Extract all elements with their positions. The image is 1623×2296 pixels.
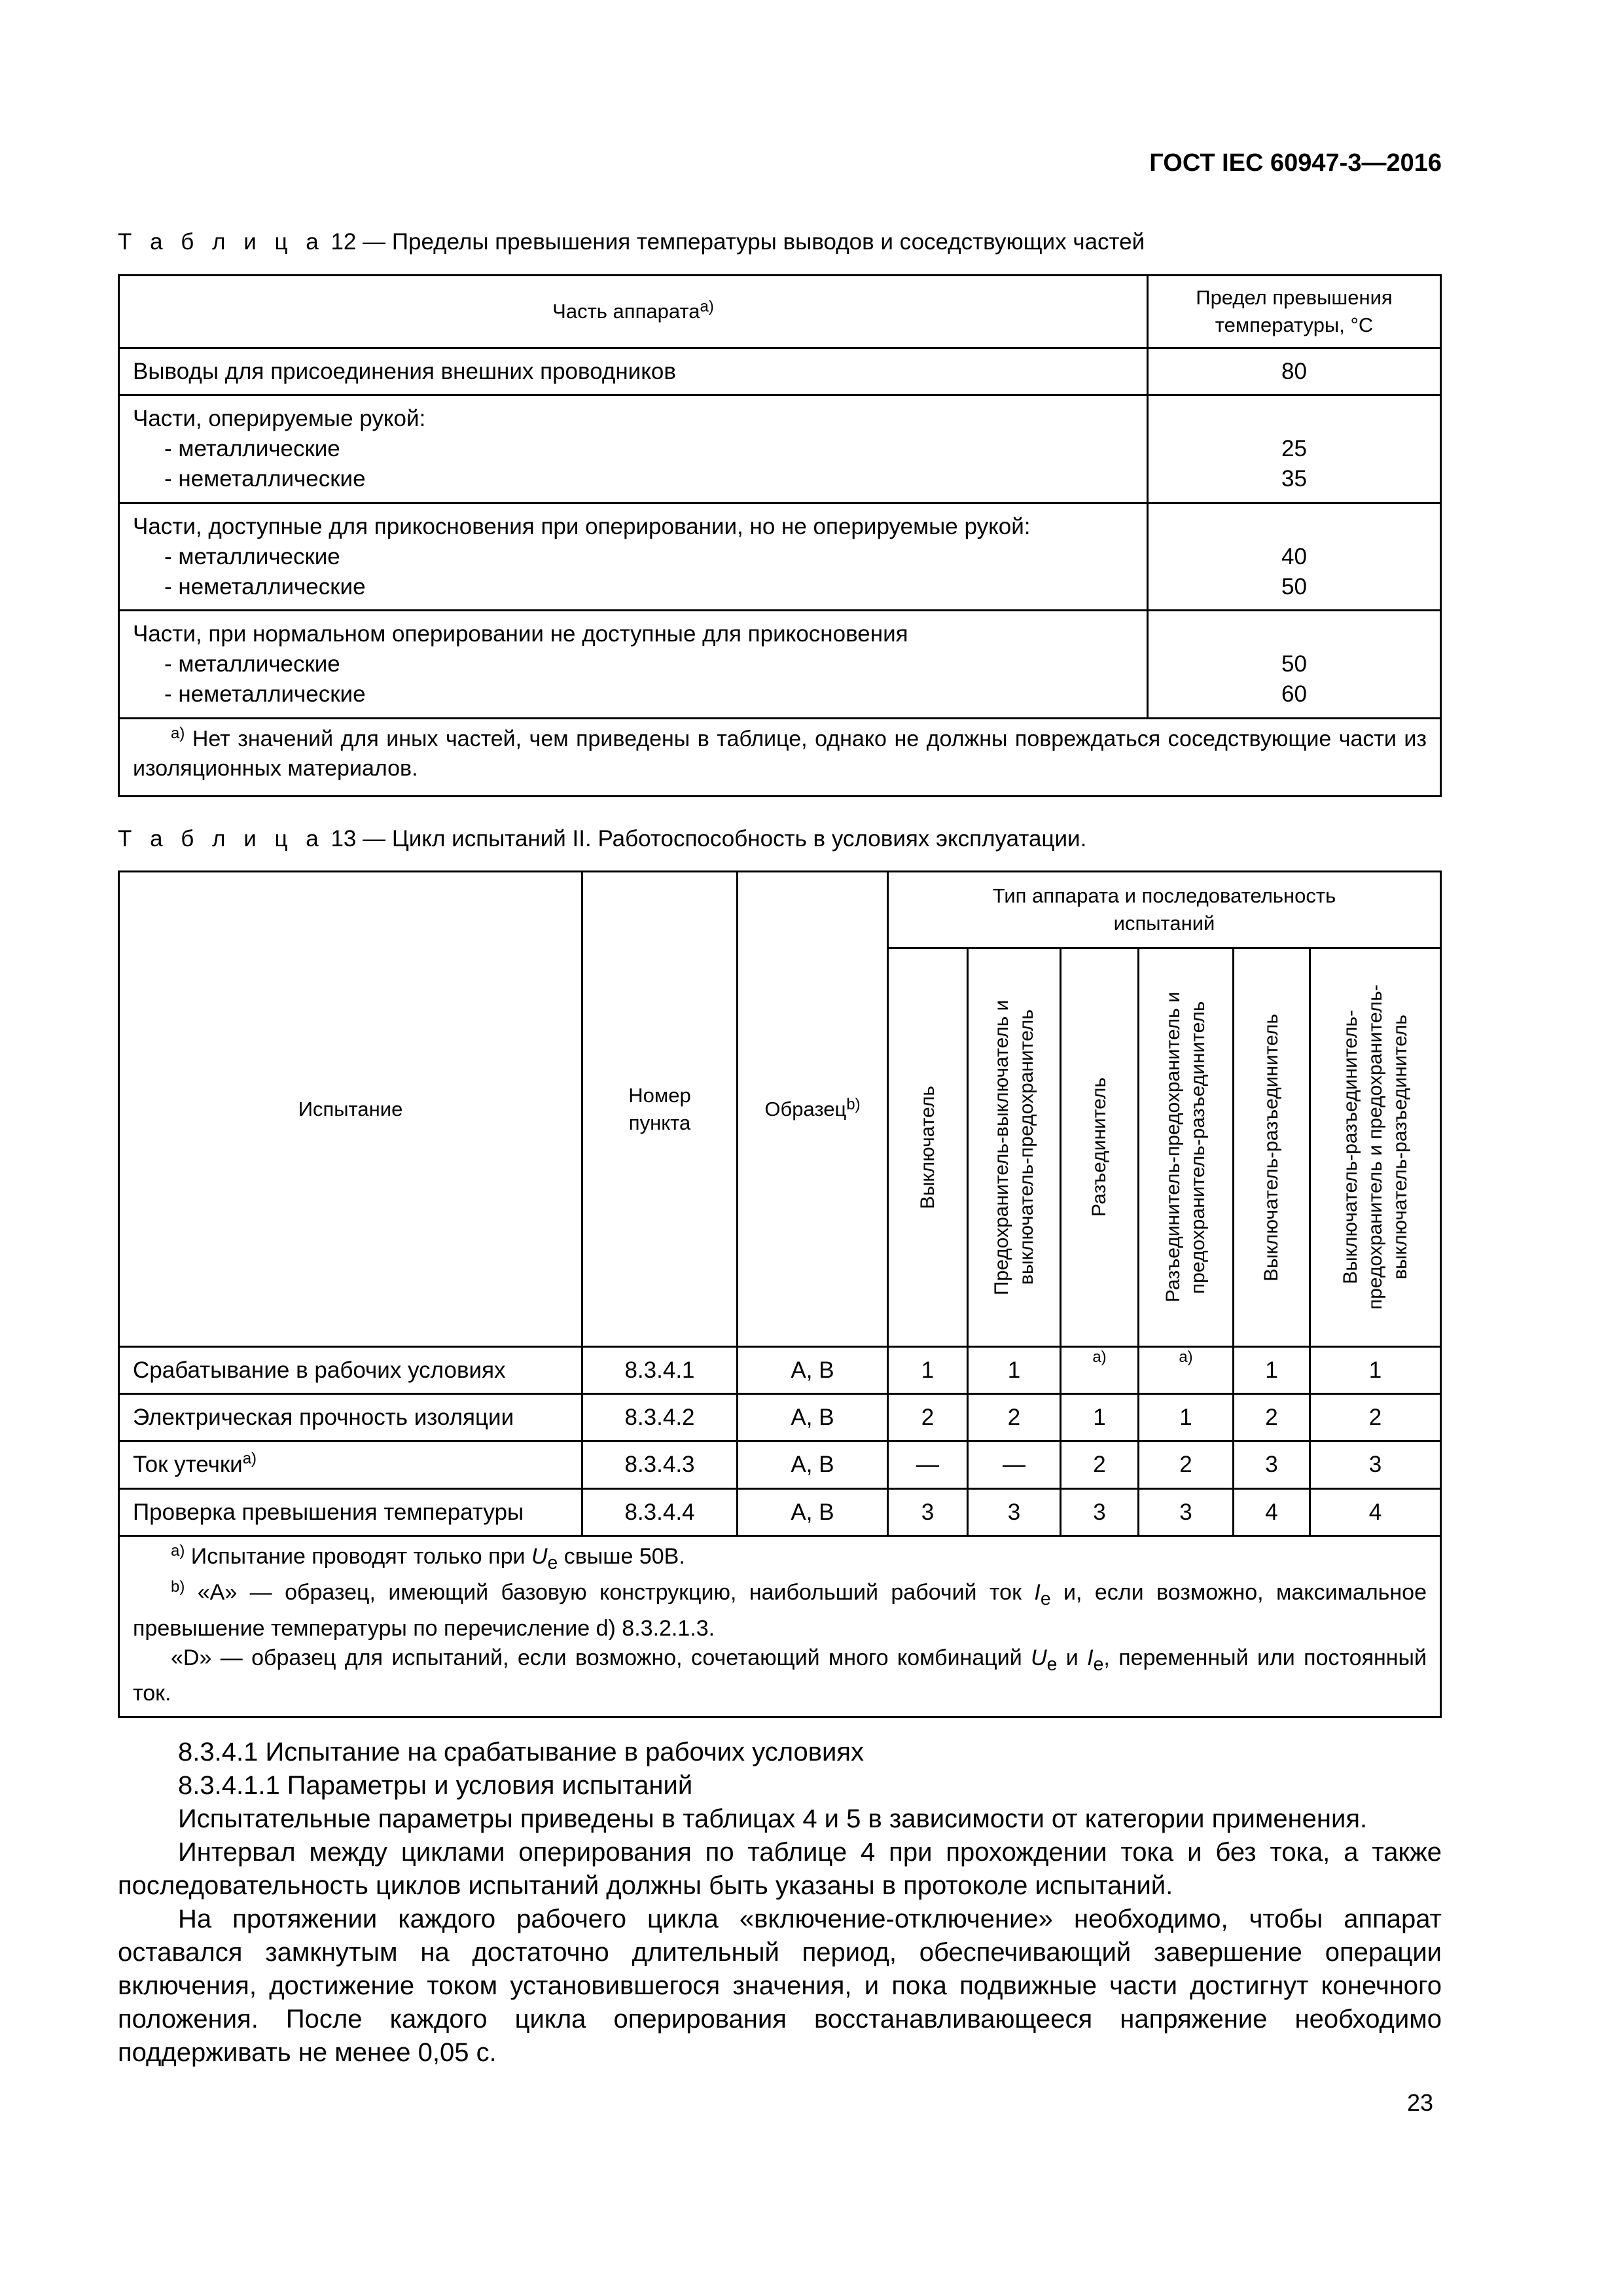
t12-header-part: Часть аппарата$^{a)}$ — [119, 276, 1148, 348]
t13-type-header: Выключатель — [888, 948, 968, 1347]
table-row: Срабатывание в рабочих условиях 8.3.4.1 А, В 1 1 a) a) 1 1 — [119, 1347, 1441, 1394]
table-row: Части, при нормальном оперировании не доступные для прикосновения - металлические - неметаллические 50 60 — [119, 611, 1441, 719]
paragraph: Интервал между циклами оперирования по таблице 4 при прохождении тока и без тока, а также последовательность циклов испытаний должны быть указаны в протоколе испытаний. — [118, 1838, 1442, 1900]
body-text — [118, 1736, 1442, 2070]
t13-type-header: Разъединитель-предохранитель и предохранитель-разъединитель — [1139, 948, 1234, 1347]
t12-header-limit: Предел превышения температуры, °С — [1148, 276, 1441, 348]
t13-header-number: Номер пункта — [582, 872, 738, 1347]
section-heading: 8.3.4.1 Испытание на срабатывание в рабочих условиях — [178, 1738, 864, 1767]
table-row: Выводы для присоединения внешних проводников 80 — [119, 348, 1441, 395]
footnote-d: «D» — образец для испытаний, если возможно, сочетающий много комбинаций $U_e$ и $I_e$, переменный или постоянный ток. — [133, 1645, 1427, 1706]
t13-footnotes — [119, 1536, 1441, 1717]
caption-word: Т а б л и ц а — [118, 229, 325, 255]
caption-text: 13 — Цикл испытаний II. Работоспособность в условиях эксплуатации. — [330, 826, 1087, 852]
caption-text: 12 — Пределы превышения температуры выводов и соседствующих частей — [330, 229, 1145, 255]
document-header: ГОСТ IEC 60947-3—2016 — [1149, 149, 1442, 177]
table-13 — [118, 870, 1442, 1718]
t13-type-header: Выключатель-разъединитель-предохранитель и предохранитель-выключатель-разъединитель — [1310, 948, 1441, 1347]
paragraph: Испытательные параметры приведены в таблицах 4 и 5 в зависимости от категории применения. — [178, 1804, 1368, 1833]
table13-caption — [118, 826, 1086, 852]
t13-header-sample: Образец$^{b)}$ — [738, 872, 888, 1347]
t13-header-test: Испытание — [119, 872, 582, 1347]
table-row: Части, оперируемые рукой: - металлические - неметаллические 25 35 — [119, 395, 1441, 503]
footnote-b: $^{b)}$ «А» — образец, имеющий базовую конструкцию, наибольший рабочий ток $I_e$ и, если возможно, максимальное превышение температуры по перечисление d) 8.3.2.1.3. — [133, 1577, 1427, 1641]
t13-header-group: Тип аппарата и последовательность испытаний — [888, 872, 1441, 948]
t13-type-header: Разъединитель — [1061, 948, 1139, 1347]
table-12 — [118, 274, 1442, 797]
subsection-heading: 8.3.4.1.1 Параметры и условия испытаний — [178, 1771, 693, 1800]
caption-word: Т а б л и ц а — [118, 826, 325, 852]
table-row: Части, доступные для прикосновения при оперировании, но не оперируемые рукой: - металлические - неметаллические 40 50 — [119, 503, 1441, 611]
paragraph: На протяжении каждого рабочего цикла «включение-отключение» необходимо, чтобы аппарат оставался замкнутым на достаточно длительный период, обеспечивающий завершение операции включения, достижение током установившегося значения, и пока подвижные части достигнут конечного положения. После каждого цикла оперирования восстанавливающееся напряжение необходимо поддерживать не менее 0,05 с. — [118, 1905, 1442, 2067]
t13-type-header: Выключатель-разъединитель — [1234, 948, 1310, 1347]
table12-caption — [118, 229, 1145, 255]
t13-type-header: Предохранитель-выключатель и выключатель-предохранитель — [968, 948, 1061, 1347]
t12-footnote: $^{a)}$ Нет значений для иных частей, чем приведены в таблице, однако не должны повреждаться соседствующие части из изоляционных материалов. — [119, 719, 1441, 797]
footnote-a: $^{a)}$ Испытание проводят только при $U_e$ свыше 50В. — [171, 1542, 685, 1573]
page-number: 23 — [1407, 2089, 1434, 2116]
table-row: Проверка превышения температуры 8.3.4.4 А, В 3 3 3 3 4 4 — [119, 1489, 1441, 1536]
table-row: Электрическая прочность изоляции 8.3.4.2 А, В 2 2 1 1 2 2 — [119, 1394, 1441, 1441]
table-row: Ток утечки$^{a)}$ 8.3.4.3 А, В — — 2 2 3 3 — [119, 1441, 1441, 1489]
